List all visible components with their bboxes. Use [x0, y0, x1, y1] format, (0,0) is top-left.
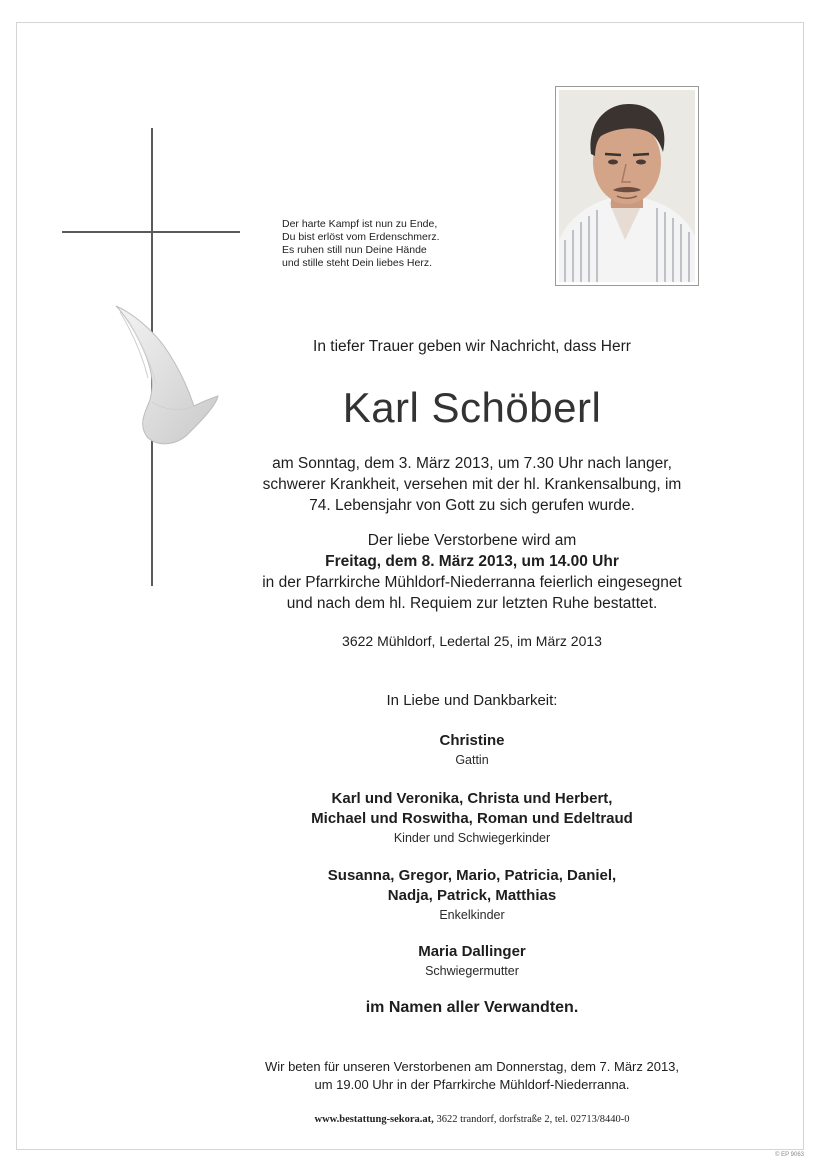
cross-bar: [62, 231, 240, 233]
mourner-group: [210, 866, 734, 924]
closing-line: im Namen aller Verwandten.: [365, 999, 579, 1016]
verse: [282, 218, 440, 270]
mourners-heading: In Liebe und Dankbarkeit:: [386, 692, 558, 709]
footer-address: 3622 trandorf, dorfstraße 2, tel. 02713/8440-0: [433, 1114, 630, 1125]
verse-line: Du bist erlöst vom Erdenschmerz.: [282, 231, 440, 243]
mourner-names: Karl und Veronika, Christa und Herbert,: [331, 790, 613, 807]
funeral-line: Der liebe Verstorbene wird am: [367, 532, 577, 549]
footer-url: www.bestattung-sekora.at,: [314, 1114, 434, 1125]
mourner-group: [210, 789, 734, 847]
mourner-names: Maria Dallinger: [418, 943, 526, 960]
address-line: 3622 Mühldorf, Ledertal 25, im März 2013: [342, 633, 602, 649]
mourner-relation: Schwiegermutter: [425, 964, 519, 978]
mourner-relation: Gattin: [455, 753, 489, 767]
funeral-line: in der Pfarrkirche Mühldorf-Niederranna feierlich eingesegnet: [262, 574, 682, 591]
mourner-relation: Enkelkinder: [439, 908, 505, 922]
mourner-names: Michael und Roswitha, Roman und Edeltraud: [311, 810, 633, 827]
death-line: am Sonntag, dem 3. März 2013, um 7.30 Uhr nach langer,: [272, 455, 672, 472]
verse-line: Der harte Kampf ist nun zu Ende,: [282, 218, 438, 230]
funeral-home-footer: [200, 1114, 744, 1125]
mourner-relation: Kinder und Schwiegerkinder: [393, 831, 551, 845]
mourner-names: Susanna, Gregor, Mario, Patricia, Daniel,: [327, 867, 617, 884]
funeral-date: Freitag, dem 8. März 2013, um 14.00 Uhr: [325, 553, 619, 570]
death-line: schwerer Krankheit, versehen mit der hl. Krankensalbung, im: [262, 476, 682, 493]
verse-line: und stille steht Dein liebes Herz.: [282, 257, 432, 269]
verse-line: Es ruhen still nun Deine Hände: [282, 244, 427, 256]
death-line: 74. Lebensjahr von Gott zu sich gerufen wurde.: [309, 497, 635, 514]
death-notice: [210, 453, 734, 516]
funeral-line: und nach dem hl. Requiem zur letzten Ruhe bestattet.: [286, 595, 658, 612]
prayer-notice: [210, 1058, 734, 1094]
praying-hands-icon: [108, 302, 220, 450]
portrait-photo: [555, 86, 699, 286]
prayer-line: um 19.00 Uhr in der Pfarrkirche Mühldorf-Niederranna.: [314, 1077, 630, 1092]
mourner-names: Nadja, Patrick, Matthias: [387, 887, 557, 904]
funeral-notice: [210, 530, 734, 614]
mourner-names: Christine: [439, 732, 505, 749]
portrait-image: [559, 90, 695, 282]
deceased-name: Karl Schöberl: [342, 384, 602, 431]
prayer-line: Wir beten für unseren Verstorbenen am Donnerstag, dem 7. März 2013,: [264, 1059, 680, 1074]
print-code: © EP 9063: [775, 1152, 804, 1158]
mourner-group: [210, 731, 734, 769]
announcement-intro: In tiefer Trauer geben wir Nachricht, dass Herr: [313, 338, 631, 355]
mourner-group: [210, 942, 734, 980]
